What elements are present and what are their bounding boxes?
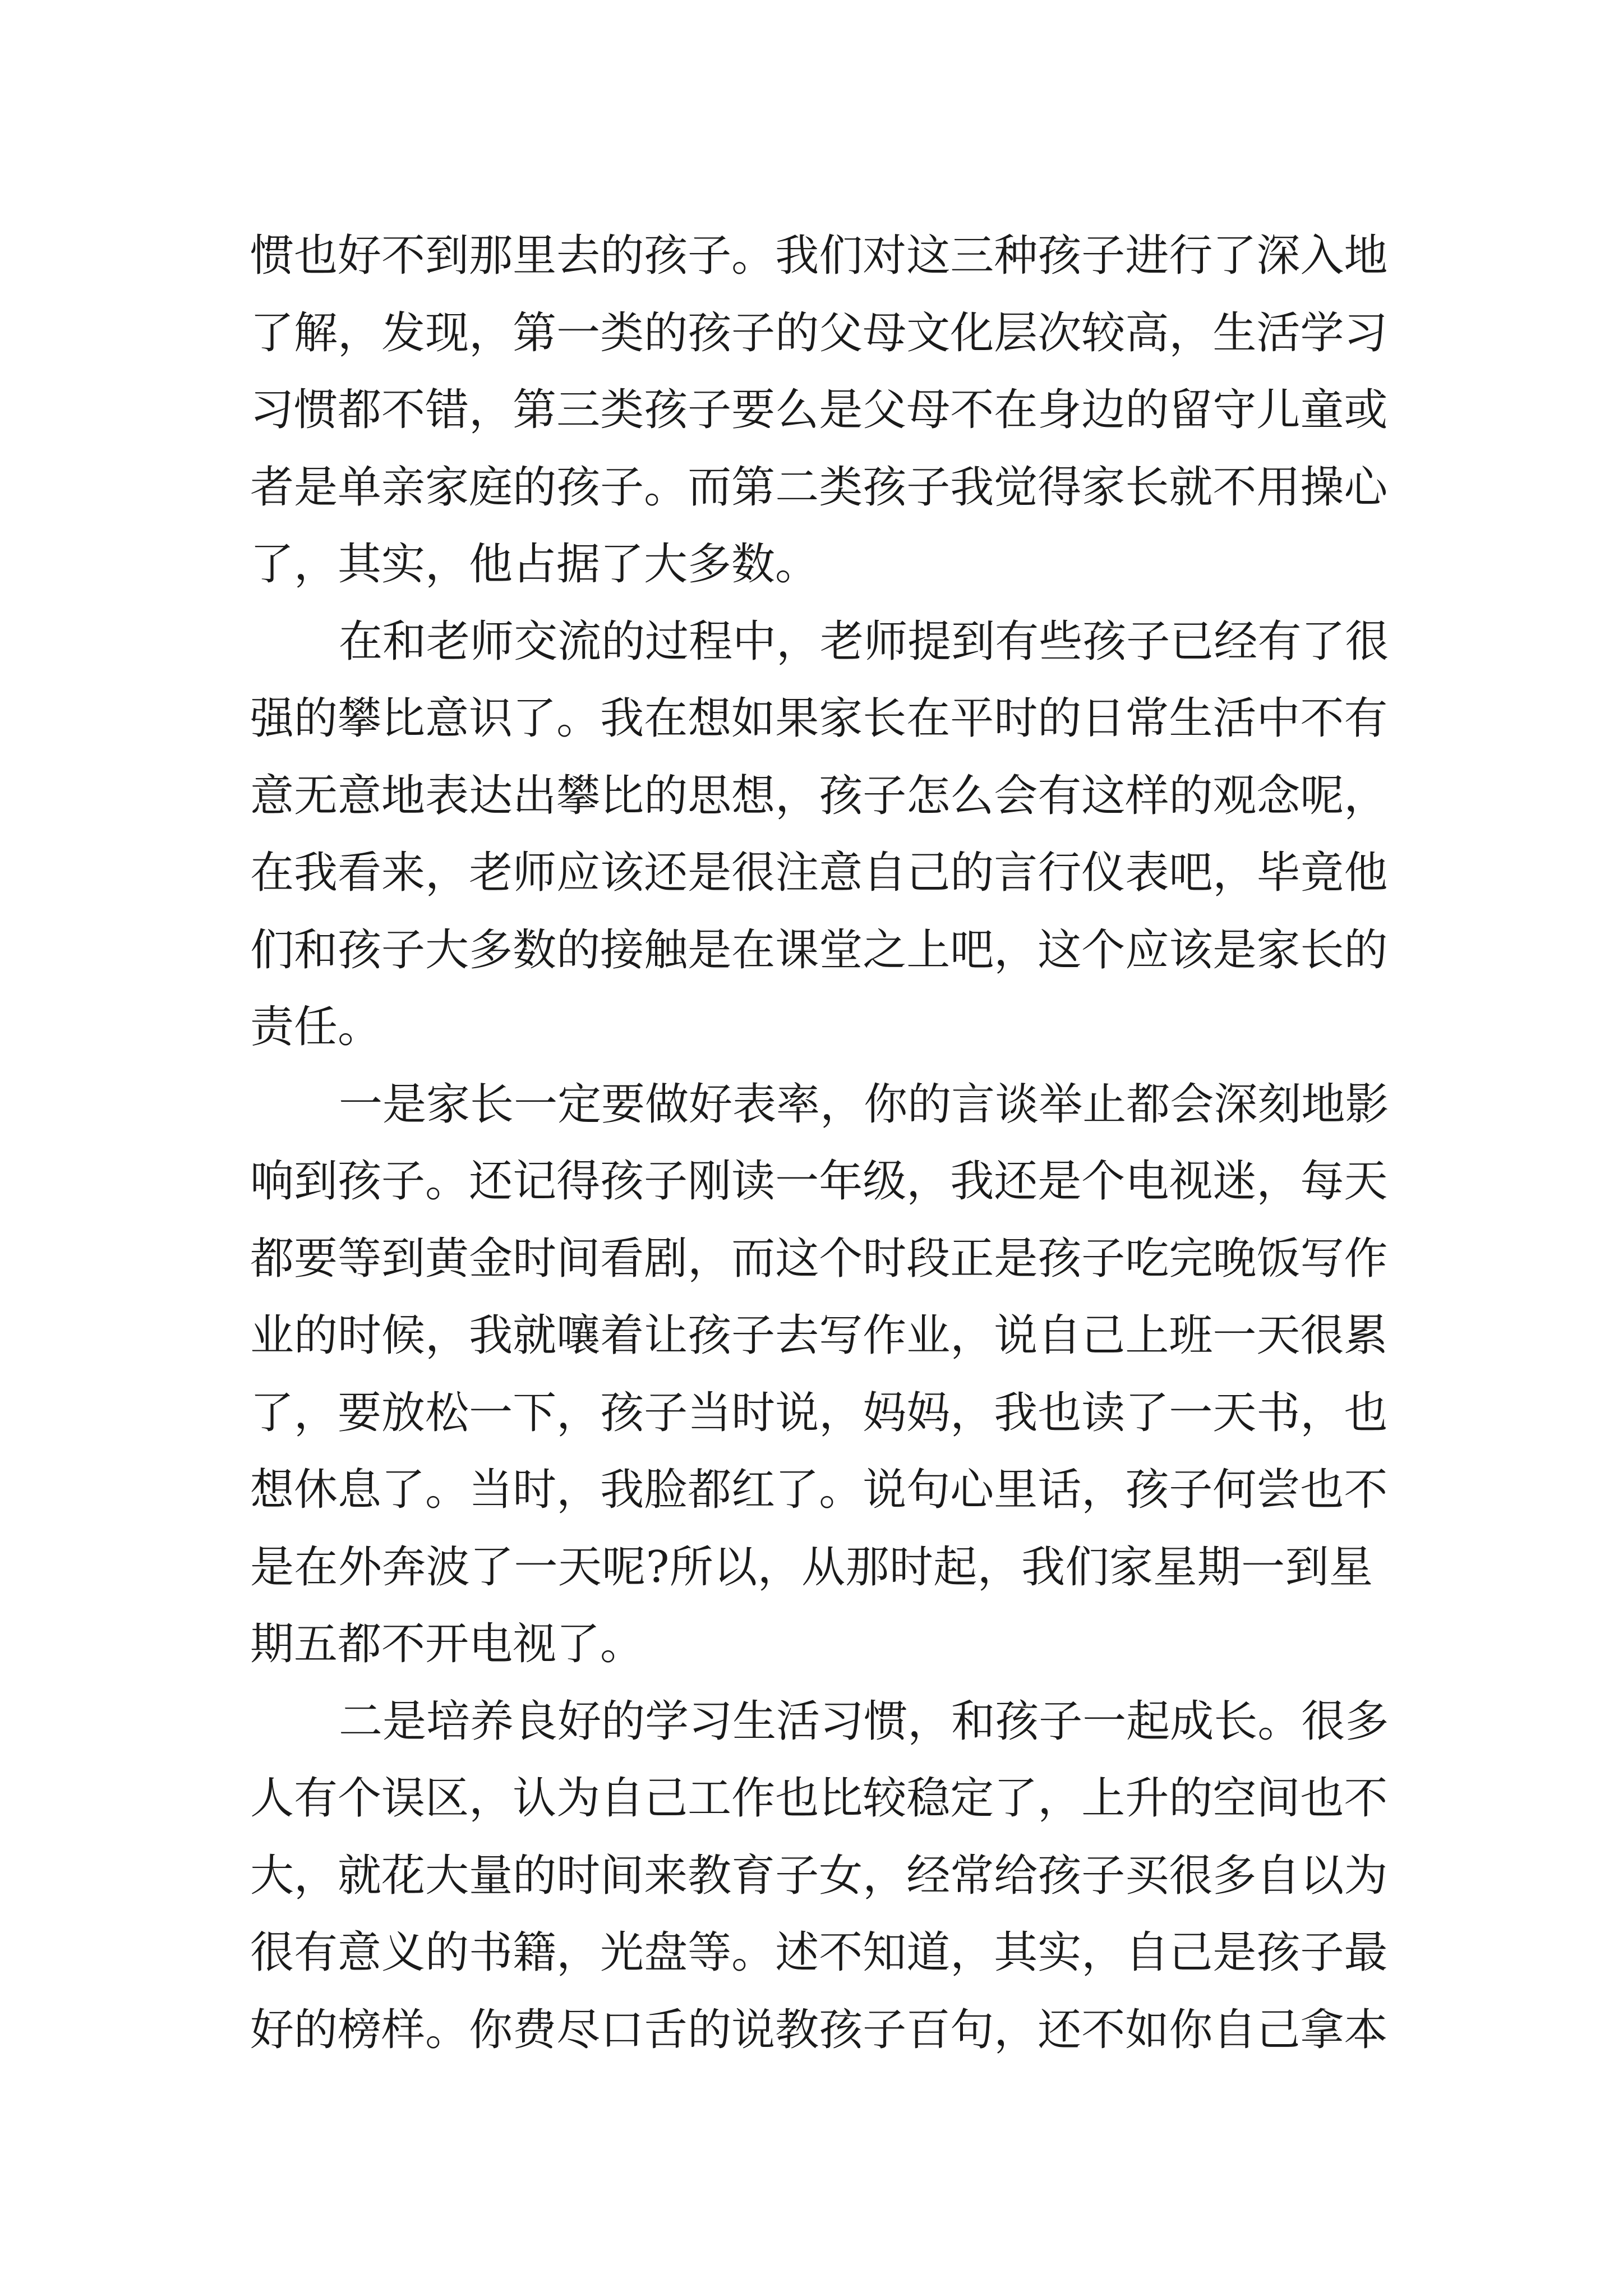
text-line: 在 和 老 师 交 流 的 过 程 中 ， 老 师 提 到 有 些 孩 子 已 经 有 了 很 [339, 616, 1389, 667]
text-line: 在 我 看 来 ， 老 师 应 该 还 是 很 注 意 自 己 的 言 行 仪 表 吧 ， 毕 竟 他 [250, 848, 1388, 898]
text-line: 意 无 意 地 表 达 出 攀 比 的 思 想 ， 孩 子 怎 么 会 有 这 样 的 观 念 呢 ， [250, 770, 1388, 821]
text-line: 人 有 个 误 区 ， 认 为 自 己 工 作 也 比 较 稳 定 了 ， 上 升 的 空 间 也 不 [250, 1773, 1388, 1824]
text-line: 强 的 攀 比 意 识 了 。 我 在 想 如 果 家 长 在 平 时 的 日 常 生 活 中 不 有 [250, 693, 1388, 744]
text-line: 了 ， 要 放 松 一 下 ， 孩 子 当 时 说 ， 妈 妈 ， 我 也 读 了 一 天 书 ， 也 [250, 1387, 1388, 1438]
text-line: 们 和 孩 子 大 多 数 的 接 触 是 在 课 堂 之 上 吧 ， 这 个 应 该 是 家 长 的 [250, 924, 1388, 976]
text-line: 二 是 培 养 良 好 的 学 习 生 活 习 惯 ， 和 孩 子 一 起 成 长 。 很 多 [339, 1696, 1389, 1747]
text-line: 习 惯 都 不 错 ， 第 三 类 孩 子 要 么 是 父 母 不 在 身 边 的 留 守 儿 童 或 [250, 385, 1388, 435]
text-line: 了 解 ， 发 现 ， 第 一 类 的 孩 子 的 父 母 文 化 层 次 较 高 ， 生 活 学 习 [250, 307, 1388, 358]
text-line: 响 到 孩 子 。 还 记 得 孩 子 刚 读 一 年 级 ， 我 还 是 个 电 视 迷 ， 每 天 [250, 1156, 1388, 1207]
document-body [250, 218, 1389, 2069]
text-line: 想 休 息 了 。 当 时 ， 我 脸 都 红 了 。 说 句 心 里 话 ， 孩 子 何 尝 也 不 [250, 1465, 1388, 1515]
text-line: 责任。 [250, 1002, 382, 1052]
text-line: 一 是 家 长 一 定 要 做 好 表 率 ， 你 的 言 谈 举 止 都 会 深 刻 地 影 [339, 1079, 1389, 1130]
text-line: 大 ， 就 花 大 量 的 时 间 来 教 育 子 女 ， 经 常 给 孩 子 买 很 多 自 以 为 [250, 1850, 1388, 1901]
text-line: 业 的 时 候 ， 我 就 嚷 着 让 孩 子 去 写 作 业 ， 说 自 己 上 班 一 天 很 累 [250, 1310, 1388, 1361]
text-line: 期五都不开电视了。 [250, 1619, 644, 1669]
text-line: 了，其实，他占据了大多数。 [250, 539, 819, 590]
text-line: 很 有 意 义 的 书 籍 ， 光 盘 等 。 述 不 知 道 ， 其 实 ， 自 己 是 孩 子 最 [250, 1927, 1388, 1978]
text-line: 是 在 外 奔 波 了 一 天 呢 ? 所 以 ， 从 那 时 起 ， 我 们 家 星 期 一 到 星 [250, 1542, 1373, 1593]
text-line: 好 的 榜 样 。 你 费 尽 口 舌 的 说 教 孩 子 百 句 ， 还 不 如 你 自 己 拿 本 [250, 2004, 1388, 2055]
text-line: 者 是 单 亲 家 庭 的 孩 子 。 而 第 二 类 孩 子 我 觉 得 家 长 就 不 用 操 心 [250, 462, 1388, 513]
text-line: 惯 也 好 不 到 那 里 去 的 孩 子 。 我 们 对 这 三 种 孩 子 进 行 了 深 入 地 [250, 231, 1388, 281]
text-line: 都 要 等 到 黄 金 时 间 看 剧 ， 而 这 个 时 段 正 是 孩 子 吃 完 晚 饭 写 作 [250, 1233, 1388, 1284]
